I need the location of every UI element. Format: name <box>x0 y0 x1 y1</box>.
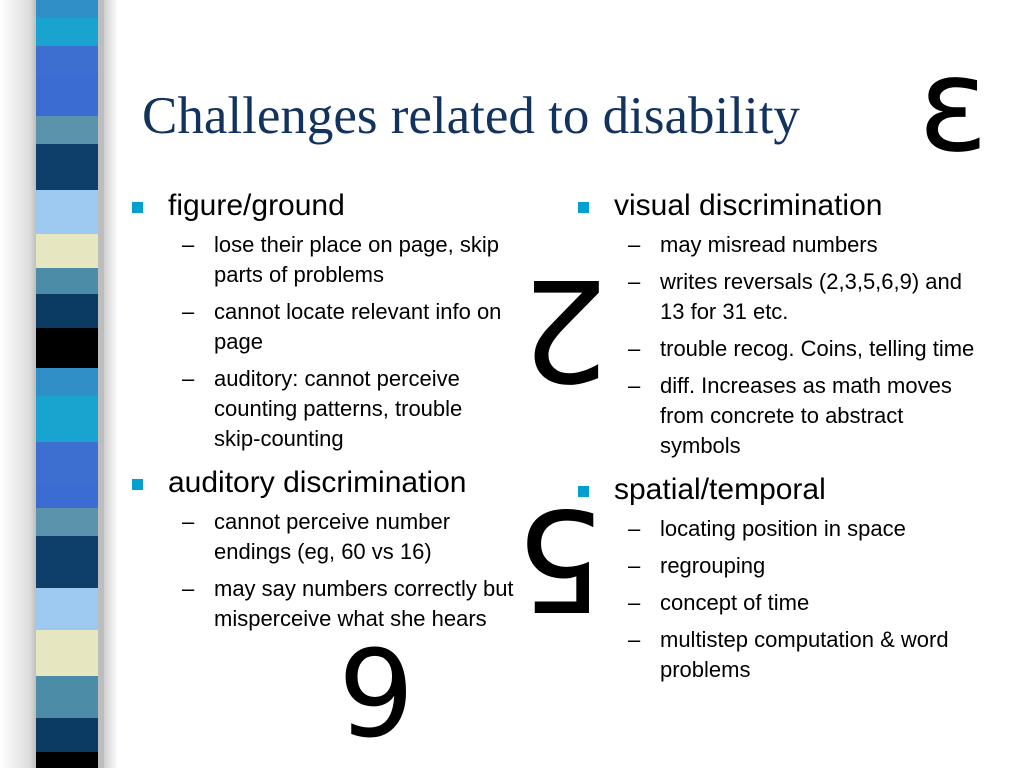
sub-bullet-item: – may misread numbers <box>574 230 994 260</box>
sub-bullet-item: – concept of time <box>574 588 994 618</box>
stripe-segment <box>36 268 98 294</box>
dash-bullet-icon: – <box>628 373 641 398</box>
dash-bullet-icon: – <box>628 590 641 615</box>
sub-bullet-item: – lose their place on page, skip parts of problems <box>182 232 499 287</box>
stripe-segment <box>36 442 98 484</box>
stripe-segment <box>36 46 98 76</box>
stripe-segment <box>36 116 98 144</box>
sub-bullet-item: – cannot perceive number endings (eg, 60 vs 16) <box>182 509 451 564</box>
stripe-segment <box>36 328 98 368</box>
reversed-two-glyph: 2 <box>520 247 610 410</box>
bullet-label: figure/ground <box>168 189 345 222</box>
stripe-segment <box>36 368 98 396</box>
bullet-label: visual discrimination <box>614 189 883 222</box>
dash-bullet-icon: – <box>182 576 195 601</box>
stripe-segment <box>36 752 98 768</box>
reversed-six-glyph: 6 <box>338 619 415 758</box>
bullet-label: auditory discrimination <box>168 466 467 499</box>
stripe-segment <box>36 18 98 46</box>
right-column <box>574 188 994 692</box>
bullet-label: spatial/temporal <box>614 473 826 506</box>
stripe-segment <box>36 294 98 328</box>
reversed-three-glyph: ε <box>918 29 989 181</box>
decorative-stripe-band <box>0 0 118 768</box>
sub-bullet-item: – regrouping <box>574 551 994 581</box>
stripe-segment <box>36 190 98 234</box>
stripe-segment <box>36 0 98 18</box>
dash-bullet-icon: – <box>628 553 641 578</box>
dash-bullet-icon: – <box>628 336 641 361</box>
sub-bullet-item: – cannot locate relevant info on page <box>182 299 502 354</box>
stripe-segment <box>36 484 98 508</box>
square-bullet-icon <box>578 202 589 213</box>
stripe-segment <box>36 234 98 268</box>
sub-bullet-item: – multistep computation & word problems <box>628 627 949 682</box>
stripe-segment <box>36 508 98 536</box>
dash-bullet-icon: – <box>182 232 195 257</box>
stripe-segment <box>36 396 98 442</box>
bullet-item <box>128 188 528 224</box>
dash-bullet-icon: – <box>182 366 195 391</box>
bullet-item <box>574 188 994 224</box>
dash-bullet-icon: – <box>628 232 641 257</box>
slide-title: Challenges related to disability <box>142 87 800 145</box>
sub-bullet-item: – auditory: cannot perceive counting patterns, trouble skip-counting <box>182 366 463 451</box>
dash-bullet-icon: – <box>182 299 195 324</box>
bullet-item <box>574 472 994 508</box>
stripe-shadow <box>98 0 104 768</box>
stripe-segment <box>36 144 98 190</box>
sub-bullet-item: – locating position in space <box>574 514 994 544</box>
stripe-segment <box>36 718 98 752</box>
sub-bullet-item: – writes reversals (2,3,5,6,9) and 13 for 31 etc. <box>628 269 963 324</box>
square-bullet-icon <box>132 202 143 213</box>
sub-bullet-item: – diff. Increases as math moves from concrete to abstract symbols <box>628 373 952 458</box>
bullet-item <box>128 465 528 501</box>
stripe-segment <box>36 76 98 116</box>
sub-bullet-item: – trouble recog. Coins, telling time <box>574 334 994 364</box>
dash-bullet-icon: – <box>182 509 195 534</box>
dash-bullet-icon: – <box>628 269 641 294</box>
dash-bullet-icon: – <box>628 516 641 541</box>
sub-bullet-item: – may say numbers correctly but misperceive what she hears <box>182 576 514 631</box>
square-bullet-icon <box>132 479 143 490</box>
stripe-segment <box>36 676 98 718</box>
dash-bullet-icon: – <box>628 627 641 652</box>
left-column <box>128 188 528 641</box>
stripe-segment <box>36 588 98 630</box>
reversed-five-glyph: 5 <box>515 477 605 640</box>
stripe-segment <box>36 630 98 676</box>
stripe-segment <box>36 536 98 588</box>
